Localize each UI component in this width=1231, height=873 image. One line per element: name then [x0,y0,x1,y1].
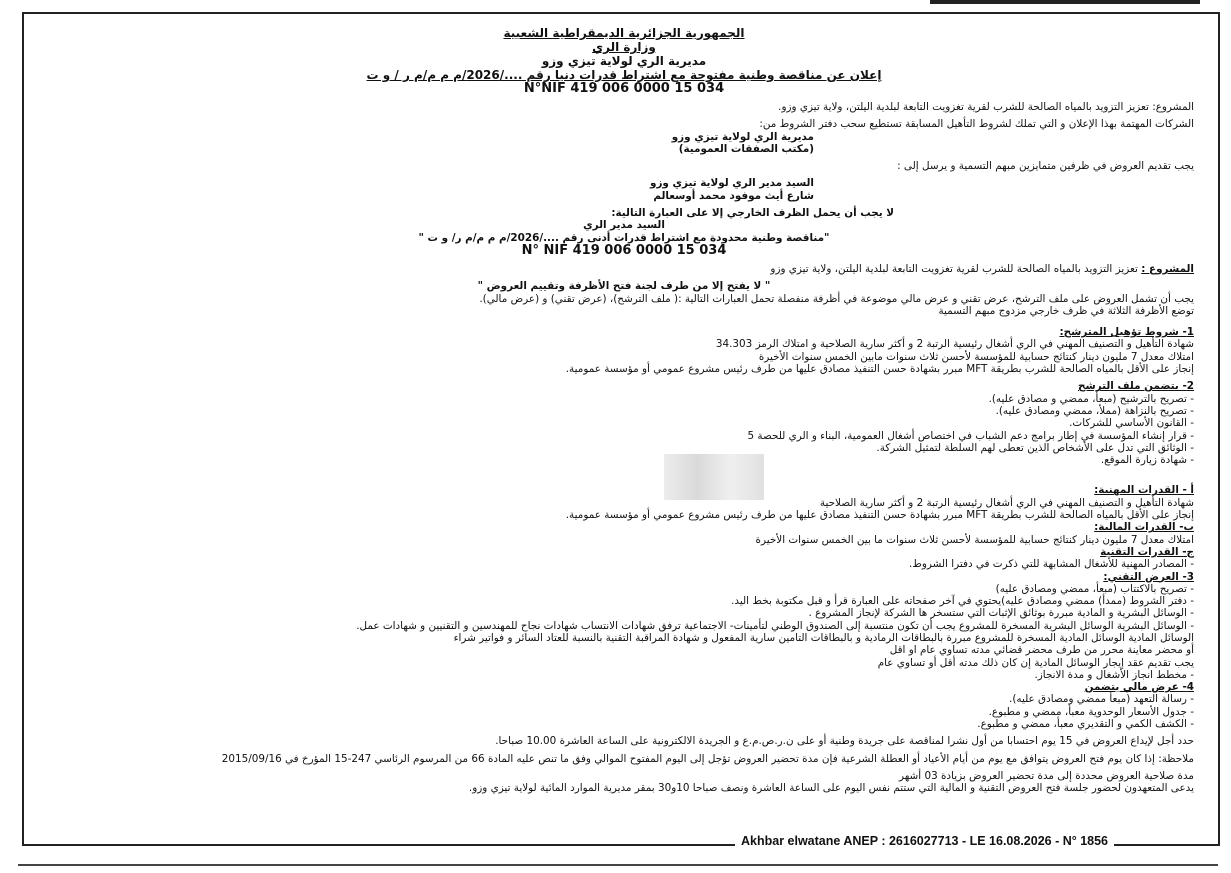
section-2-title: 2- يتضمن ملف الترشح [1077,380,1194,393]
announcement-title: إعلان عن مناقصة وطنية مفتوحة مع اشتراط قدرات دنيا رقم ..../2026/م م م/م ر / و ت [366,68,882,82]
section-2-line: - القانون الأساسي للشركات. [1069,417,1194,430]
intro-office-1: مديرية الري لولاية تيزي وزو [671,130,814,143]
top-edge-bar [930,0,1200,4]
section-3-line: - دفتر الشروط (ممدأ) ممضي ومصادق عليه)يحتوي في آخر صفحاته على العبارة قرأ و قبل مكتوبة بخط اليد. [731,595,1194,608]
project-label: المشروع : [1141,262,1194,275]
section-1-title: 1- شروط تؤهيل المترشح: [1059,326,1194,339]
section-3-line: أو محضر معاينة محرر من طرف محضر قضائي مدته تساوي عام او اقل [889,644,1194,657]
section-2-line: - شهادة زيارة الموقع. [1100,454,1194,467]
envelope-line-2: "مناقصة وطنية محدودة مع اشتراط قدرات أدنى رقم ..../2026/م م م/م ر/ و ت " [418,231,830,244]
section-2-line: - قرار إنشاء المؤسسة في إطار برامج دعم الشباب في اختصاص أشغال العمومية، البناء و الري للحصة 5 [747,429,1194,442]
offers-line-2: توضع الأظرفة الثلاثة في ظرف خارجي مزدوج مبهم التسمية [938,304,1194,317]
capacity-a-line: إنجاز على الأقل بالمياه الصالحة للشرب بطريقة MFT مبرر بشهادة حسن التنفيذ مصادق عليها من طرف رئيس مشروع عمومي أو مؤسسة عمومية. [565,509,1194,522]
project-text: تعزيز التزويد بالمياه الصالحة للشرب لقرية تغزويت التابعة لبلدية اليلتن، ولاية تيزي وزو [770,262,1138,275]
section-2-line: - تصريح بالنزاهة (مملأ، ممضي ومصادق عليه). [995,404,1194,417]
address-line-2: شارع أيث موفود محمد أوسعالم [653,189,814,202]
capacity-a-line: شهادة التأهيل و التصنيف المهني في الري أشغال رئيسية الرتبة 2 و أكثر سارية الصلاحية [819,496,1194,509]
project-line [54,263,1194,275]
section-4-line: - رسالة التعهد (مبعأ ممضي ومصادق عليه). [1009,693,1194,706]
footer-reference: Akhbar elwatane ANEP : 2616027713 - LE 16.08.2026 - N° 1856 [735,834,1114,848]
capacity-b-line: امتلاك معدل 7 مليون دينار كنتائج حسابية للمؤسسة لأحسن ثلاث سنوات ما بين الخمس سنوات الأخيرة [755,533,1194,546]
envelope-nif: N° NIF 419 006 0000 15 034 [521,242,727,258]
capacity-b-title: ب- القدرات المالية: [1094,521,1194,534]
section-2-line: - تصريح بالترشيح (مبعأ، ممضي و مصادق عليه). [988,392,1194,405]
section-1-line: إنجاز على الأقل بالمياه الصالحة للشرب بطريقة MFT مبرر بشهادة حسن التنفيذ مصادق عليها من طرف رئيس مشروع عمومي أو مؤسسة عمومية. [565,363,1194,376]
address-line-1: السيد مدير الري لولاية تيزي وزو [649,177,814,190]
closing-deadline: حدد أجل لإيداع العروض في 15 يوم احتسابا من أول نشرا لمناقصة على جريدة وطنية أو على ن.ر.ص.م.ع و الجريدة الالكترونية على الساعة العاشرة 10.00 صباحا. [495,735,1194,748]
intro-companies: الشركات المهتمة بهذا الإعلان و التي تملك لشروط التأهيل المسابقة تستطيع سحب دفتر الشروط من: [759,118,1194,131]
capacity-a-title: أ - القدرات المهنية: [1094,484,1194,497]
section-4-line: - جدول الأسعار الوحدوية معبأ، ممضي و مطبوع. [988,705,1194,718]
section-4-title: 4- عرض مالي يتضمن [1084,681,1194,694]
section-3-title: 3- العرض التقني: [1103,570,1194,583]
intro-project: المشروع: تعزيز التزويد بالمياه الصالحة للشرب لقرية تغزويت التابعة لبلدية اليلتن، ولاية تيزي وزو. [778,101,1194,113]
capacity-c-title: ج- القدرات التقنية [1100,545,1194,558]
section-3-line: - تصريح بالاكتتاب (مبعأ، ممضي ومصادق عليه) [995,582,1194,595]
offers-line-1: يجب أن تشمل العروض على ملف الترشح، عرض تقني و عرض مالي موضوعة في أظرفة منفصلة تحمل العبارات التالية :( ملف الترشح)، (عرض تقني) و (عرض مالي). [479,292,1194,305]
section-1-line: شهادة التأهيل و التصنيف المهني في الري أشغال رئيسية الرتبة 2 و أكثر سارية الصلاحية و امتلاك الرمز 34.303 [715,338,1194,351]
ministry-title: وزارة الري [592,40,656,54]
directorate-title: مديرية الري لولاية تيزي وزو [541,54,707,68]
section-3-line: - الوسائل البشرية و المادية مبررة بوثائق الإثبات التي ستسخر ها الشركة لإنجاز المشروع . [808,607,1194,620]
closing-invitation: يدعى المتعهدون لحضور جلسة فتح العروض التقنية و المالية التي ستتم نفس اليوم على الساعة العاشرة ونصف صباحا 10و30 بمقر مديرية الموارد المائية لولاية تيزي وزو. [468,782,1194,795]
section-2-line: - الوثائق التي تدل على الأشخاص الذين تعطى لهم السلطة لتمثيل الشركة. [876,441,1194,454]
envelope-line-1: السيد مدير الري [583,219,665,232]
capacity-c-line: - المصادر المهنية للأشغال المشابهة للتي ذكرت في دفترا الشروط. [908,558,1194,571]
nif-number: N°NIF 419 006 0000 15 034 [523,81,725,96]
section-3-line: يجب تقديم عقد إيجار الوسائل المادية إن كان ذلك مدته أقل أو تساوي عام [877,656,1194,669]
section-3-line: - مخطط انجاز الأشغال و مدة الانجاز. [1034,668,1194,681]
section-4-line: - الكشف الكمي و التقديري معبأ، ممضي و مطبوع. [977,718,1194,731]
section-3-line: الوسائل المادية الوسائل المادية المسخرة للمشروع مبررة بالبطاقات الرمادية و بالبطاقات التامين سارية المفعول و شهادة المراقبة التقنية بالنسبة للعتاد السائر و فواتير شراء [453,631,1194,644]
intro-office-2: (مكتب الصفقات العمومية) [678,142,814,155]
section-3-line: - الوسائل البشرية الوسائل البشرية المسخرة للمشروع يجب أن تكون منتسبة إلى الصندوق الوطني لتأمينات- الاجتماعية ترفق شهادات الانتساب شهادات نجاح للمهندسين و التقنيين و شهادات عمل. [356,619,1194,632]
envelope-instruction: لا يجب أن يحمل الظرف الخارجي إلا على العبارة التالية: [611,207,894,220]
announcement-frame [22,12,1220,846]
closing-note: ملاحظة: إذا كان يوم فتح العروض يتوافق مع يوم من أيام الأعياد أو العطلة الشرعية فإن مدة تحضير العروض تؤجل إلى اليوم المفتوح الموالي وفق ما تنص عليه المادة 66 من المرسوم الرئاسي 247-15 المؤرخ في 2015/09/16 [221,752,1194,765]
republic-title: الجمهورية الجزائرية الديمقراطية الشعبية [503,26,745,40]
section-1-line: امتلاك معدل 7 مليون دينار كنتائج حسابية للمؤسسة لأحسن ثلاث سنوات مابين الخمس سنوات الأخيرة [758,350,1194,363]
announcement-body [24,14,1218,795]
closing-validity: مدة صلاحية العروض محددة إلى مدة تحضير العروض بزيادة 03 أشهر [899,769,1194,782]
opening-notice: " لا يفتح إلا من طرف لجنة فتح الأظرفة وتقييم العروض " [477,280,771,293]
bottom-rule [18,864,1218,866]
intro-submit: يجب تقديم العروض في ظرفين متمايزين مبهم التسمية و يرسل إلى : [897,160,1194,173]
scan-smudge [664,454,764,500]
